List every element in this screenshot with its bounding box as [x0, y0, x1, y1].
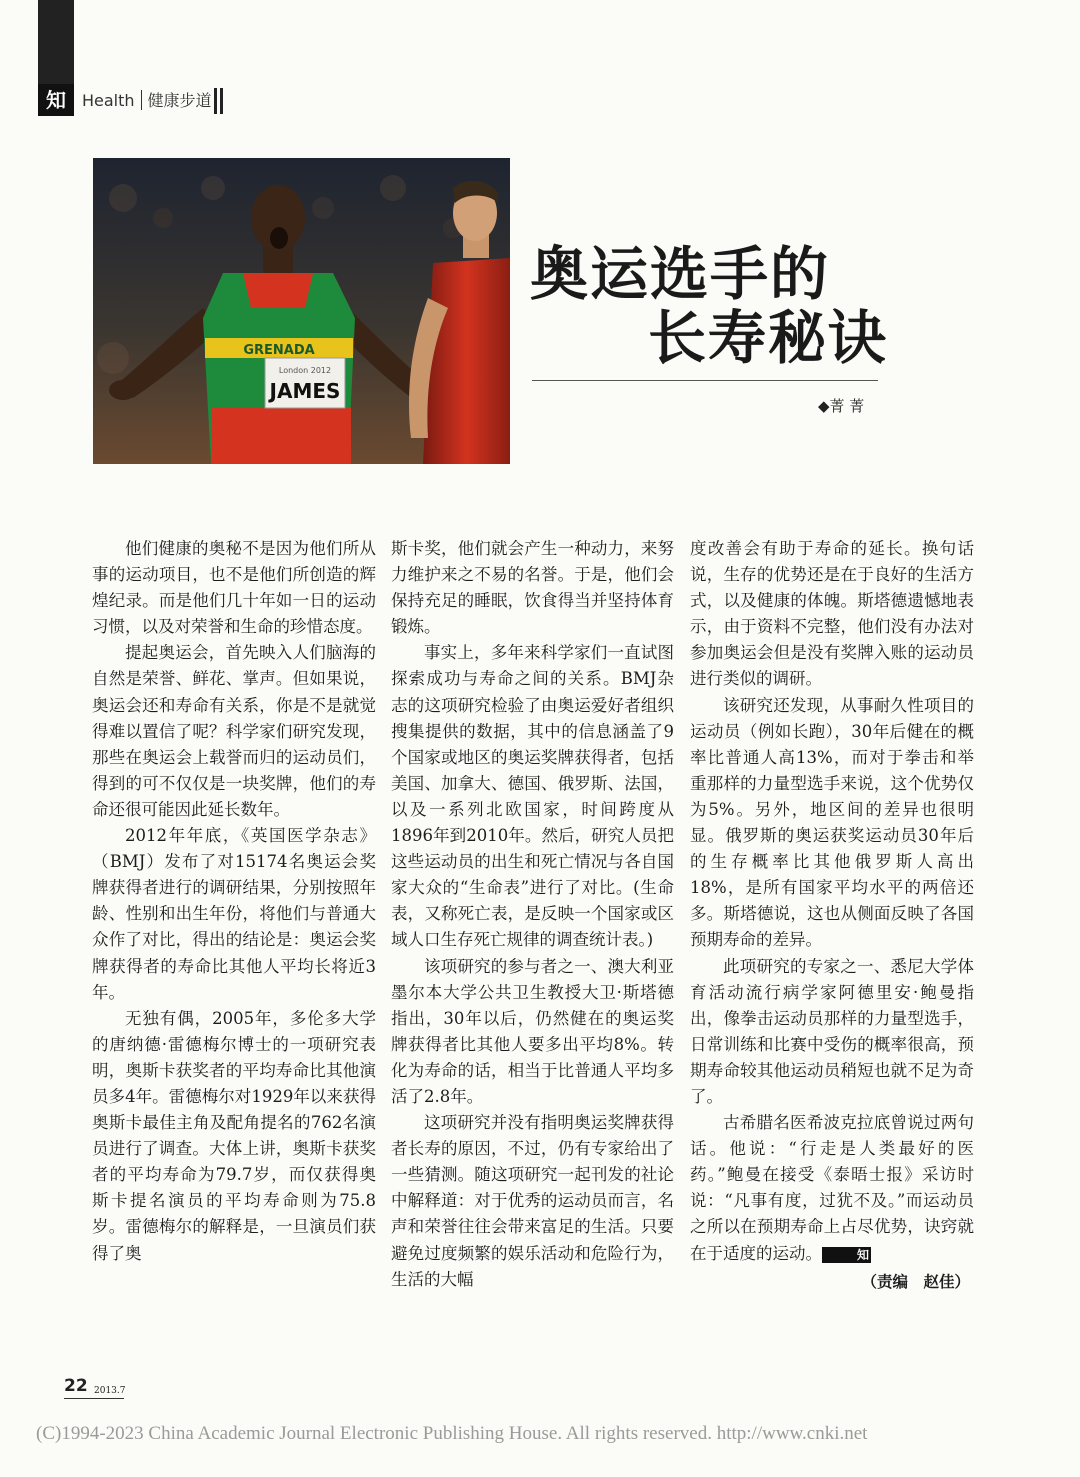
paragraph: 他们健康的奥秘不是因为他们所从事的运动项目，也不是他们所创造的辉煌纪录。而是他们几十年如一日的运动习惯，以及对荣誉和生命的珍惜态度。 — [92, 539, 376, 637]
paragraph: 度改善会有助于寿命的延长。换句话说，生存的优势还是在于良好的生活方式，以及健康的体魄。斯塔德遗憾地表示，由于资料不完整，他们没有办法对参加奥运会但是没有奖牌入账的运动员进行类似的调研。 — [690, 539, 974, 689]
body-column-2 — [391, 536, 674, 1293]
body-column-3 — [690, 536, 974, 1295]
section-separator — [141, 90, 142, 110]
paragraph: 提起奥运会，首先映入人们脑海的自然是荣誉、鲜花、掌声。但如果说，奥运会还和寿命有关系，你是不是就觉得难以置信了呢？科学家们研究发现，那些在奥运会上载誉而归的运动员们，得到的可不仅仅是一块奖牌，他们的寿命还很可能因此延长数年。 — [92, 643, 376, 819]
paragraph: 斯卡奖，他们就会产生一种动力，来努力维护来之不易的名誉。于是，他们会保持充足的睡眠，饮食得当并坚持体育锻炼。 — [391, 539, 674, 637]
issue-date: 2013.7 — [94, 1386, 126, 1396]
paragraph: 此项研究的专家之一、悉尼大学体育活动流行病学家阿德里安·鲍曼指出，像拳击运动员那样的力量型选手，日常训练和比赛中受伤的概率很高，预期寿命较其他运动员稍短也就不足为奇了。 — [690, 956, 974, 1106]
athlete-photo — [93, 158, 510, 464]
paragraph: 无独有偶，2005年，多伦多大学的唐纳德·雷德梅尔博士的一项研究表明，奥斯卡获奖者的平均寿命比其他演员多4年。雷德梅尔对1929年以来获得奥斯卡最佳主角及配角提名的762名演员进行了调查。大体上讲，奥斯卡获奖者的平均寿命为79.7岁，而仅获得奥斯卡提名演员的平均寿命则为75.8岁。雷德梅尔的解释是，一旦演员们获得了奥 — [92, 1008, 376, 1263]
paragraph: 该研究还发现，从事耐久性项目的运动员（例如长跑），30年后健在的概率比普通人高13%，而对于拳击和举重那样的力量型选手来说，这个优势仅为5%。另外，地区间的差异也很明显。俄罗斯的奥运获奖运动员30年后的生存概率比其他俄罗斯人高出18%，是所有国家平均水平的两倍还多。斯塔德说，这也从侧面反映了各国预期寿命的差异。 — [690, 695, 974, 950]
paragraph: 古希腊名医希波克拉底曾说过两句话。他说：“行走是人类最好的医药。”鲍曼在接受《泰晤士报》采访时说：“凡事有度，过犹不及。”而运动员之所以在预期寿命上占尽优势，诀窍就在于适度的运动。 知 — [690, 1113, 974, 1263]
section-label-en: Health — [82, 91, 135, 110]
author-byline: ◆菁 菁 — [818, 397, 865, 415]
title-line-1: 奥运选手的 — [530, 240, 831, 308]
page-number-rule — [64, 1398, 124, 1399]
article-title — [530, 242, 890, 370]
end-mark-logo: 知 — [822, 1247, 871, 1263]
paragraph: 事实上，多年来科学家们一直试图探索成功与寿命之间的关系。BMJ杂志的这项研究检验了由奥运爱好者组织搜集提供的数据，其中的信息涵盖了9个国家或地区的奥运奖牌获得者，包括美国、加拿大、德国、俄罗斯、法国，以及一系列北欧国家，时间跨度从1896年到2010年。然后，研究人员把这些运动员的出生和死亡情况与各自国家大众的“生命表”进行了对比。(生命表，又称死亡表，是反映一个国家或区域人口生存死亡规律的调查统计表。) — [391, 643, 674, 950]
bib-name: JAMES — [269, 379, 341, 403]
editor-credit: （责编 赵佳） — [861, 1272, 970, 1291]
title-line-2: 长寿秘诀 — [648, 304, 889, 372]
body-column-1 — [92, 536, 376, 1267]
paragraph: 这项研究并没有指明奥运奖牌获得者长寿的原因，不过，仍有专家给出了一些猜测。随这项研究一起刊发的社论中解释道：对于优秀的运动员而言，名声和荣誉往往会带来富足的生活。只要避免过度频繁的娱乐活动和危险行为，生活的大幅 — [391, 1113, 674, 1289]
header-stripes — [214, 88, 224, 114]
section-label-cn: 健康步道 — [147, 91, 212, 110]
jersey-country: GRENADA — [243, 343, 315, 358]
athlete-illustration — [93, 158, 510, 464]
section-logo: 知 — [38, 84, 74, 116]
header-dark-bar — [38, 0, 74, 84]
section-label — [82, 88, 212, 111]
title-rule — [532, 380, 878, 381]
page-number: 22 — [64, 1376, 88, 1396]
copyright-notice: (C)1994-2023 China Academic Journal Electronic Publishing House. All rights reserved. http://www.cnki.net — [36, 1423, 868, 1444]
paragraph: 2012年年底，《英国医学杂志》（BMJ）发布了对15174名奥运会奖牌获得者进行的调研结果，分别按照年龄、性别和出生年份，将他们与普通大众作了对比，得出的结论是：奥运会奖牌获得者的寿命比其他人平均长将近3年。 — [92, 826, 376, 1002]
paragraph: 该项研究的参与者之一、澳大利亚墨尔本大学公共卫生教授大卫·斯塔德指出，30年以后，仍然健在的奥运奖牌获得者比其他人要多出平均8%。转化为寿命的话，相当于比普通人平均多活了2.8年。 — [391, 956, 674, 1106]
bib-event: London 2012 — [278, 366, 332, 375]
